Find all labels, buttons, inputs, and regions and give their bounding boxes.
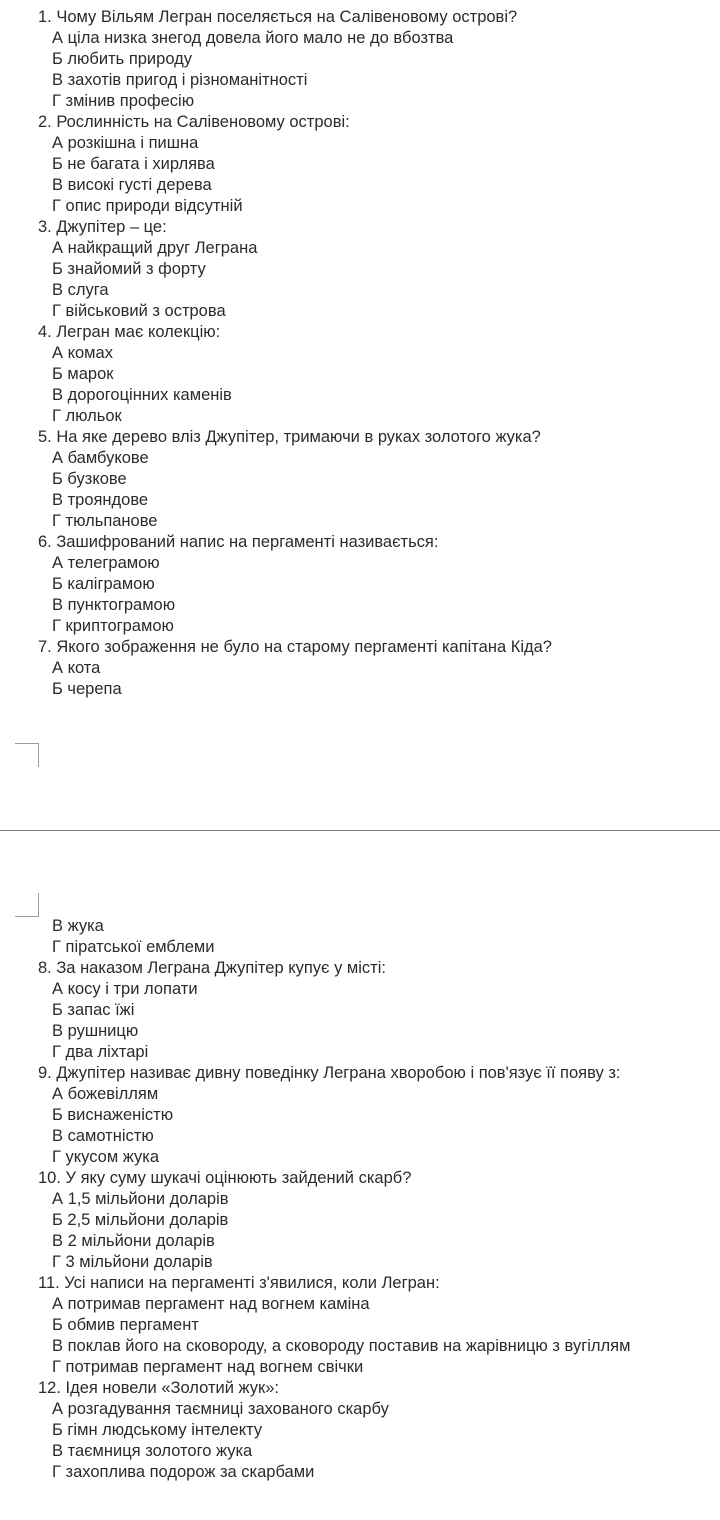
answer-option: В 2 мільйони доларів: [52, 1232, 215, 1250]
answer-option: В слуга: [52, 281, 109, 299]
answer-option: А ціла низка знегод довела його мало не до вбозтва: [52, 29, 454, 47]
answer-option: А кота: [52, 659, 101, 677]
answer-option: В дорогоцінних каменів: [52, 386, 232, 404]
answer-option: Г укусом жука: [52, 1148, 160, 1166]
answer-option: Г піратської емблеми: [52, 938, 215, 956]
question-text: 4. Легран має колекцію:: [38, 323, 221, 341]
answer-option: А найкращий друг Леграна: [52, 239, 258, 257]
answer-option: Б бузкове: [52, 470, 127, 488]
question-text: 2. Рослинність на Салівеновому острові:: [38, 113, 350, 131]
answer-option: А божевіллям: [52, 1085, 159, 1103]
answer-option: Г захоплива подорож за скарбами: [52, 1463, 315, 1481]
answer-option: Г люльок: [52, 407, 122, 425]
answer-option: Г змінив професію: [52, 92, 195, 110]
question-text: 3. Джупітер – це:: [38, 218, 167, 236]
answer-option: Б гімн людському інтелекту: [52, 1421, 263, 1439]
answer-option: Б черепа: [52, 680, 122, 698]
answer-option: В самотністю: [52, 1127, 154, 1145]
answer-option: А бамбукове: [52, 449, 149, 467]
answer-option: В пунктограмою: [52, 596, 176, 614]
question-text: 12. Ідея новели «Золотий жук»:: [38, 1379, 279, 1397]
answer-option: Б каліграмою: [52, 575, 155, 593]
answer-option: А телеграмою: [52, 554, 160, 572]
answer-option: Б виснаженістю: [52, 1106, 174, 1124]
answer-option: В поклав його на сковороду, а сковороду поставив на жарівницю з вугіллям: [52, 1337, 631, 1355]
page-corner-mark-bottom: [15, 893, 39, 917]
answer-option: А 1,5 мільйони доларів: [52, 1190, 229, 1208]
answer-option: Б обмив пергамент: [52, 1316, 199, 1334]
answer-option: Б марок: [52, 365, 114, 383]
question-text: 9. Джупітер називає дивну поведінку Леграна хворобою і пов'язує її появу з:: [38, 1064, 621, 1082]
answer-option: Г 3 мільйони доларів: [52, 1253, 213, 1271]
question-text: 7. Якого зображення не було на старому пергаменті капітана Кіда?: [38, 638, 552, 656]
answer-option: Г два ліхтарі: [52, 1043, 149, 1061]
answer-option: В рушницю: [52, 1022, 139, 1040]
answer-option: Г потримав пергамент над вогнем свічки: [52, 1358, 364, 1376]
page-corner-mark-top: [15, 743, 39, 767]
answer-option: А розкішна і пишна: [52, 134, 199, 152]
answer-option: В таємниця золотого жука: [52, 1442, 253, 1460]
answer-option: В захотів пригод і різноманітності: [52, 71, 308, 89]
question-text: 1. Чому Вільям Легран поселяється на Салівеновому острові?: [38, 8, 518, 26]
answer-option: Г опис природи відсутній: [52, 197, 243, 215]
question-text: 5. На яке дерево вліз Джупітер, тримаючи в руках золотого жука?: [38, 428, 541, 446]
answer-option: Г військовий з острова: [52, 302, 226, 320]
answer-option: Б знайомий з форту: [52, 260, 206, 278]
answer-option: Г тюльпанове: [52, 512, 158, 530]
answer-option: Г криптограмою: [52, 617, 174, 635]
answer-option: Б 2,5 мільйони доларів: [52, 1211, 229, 1229]
page-bottom-section: [0, 916, 720, 1483]
answer-option: В трояндове: [52, 491, 149, 509]
answer-option: А розгадування таємниці захованого скарбу: [52, 1400, 389, 1418]
answer-option: В високі густі дерева: [52, 176, 212, 194]
answer-option: А потримав пергамент над вогнем каміна: [52, 1295, 370, 1313]
answer-option: А комах: [52, 344, 113, 362]
answer-option: А косу і три лопати: [52, 980, 198, 998]
answer-option: Б запас їжі: [52, 1001, 135, 1019]
question-text: 10. У яку суму шукачі оцінюють зайдений скарб?: [38, 1169, 412, 1187]
question-text: 6. Зашифрований напис на пергаменті називається:: [38, 533, 439, 551]
question-text: 11. Усі написи на пергаменті з'явилися, коли Легран:: [38, 1274, 440, 1292]
answer-option: Б не багата і хирлява: [52, 155, 215, 173]
question-text: 8. За наказом Леграна Джупітер купує у місті:: [38, 959, 386, 977]
answer-option: Б любить природу: [52, 50, 193, 68]
page-top-section: [0, 7, 720, 700]
page-break-divider: [0, 830, 720, 831]
answer-option: В жука: [52, 917, 104, 935]
